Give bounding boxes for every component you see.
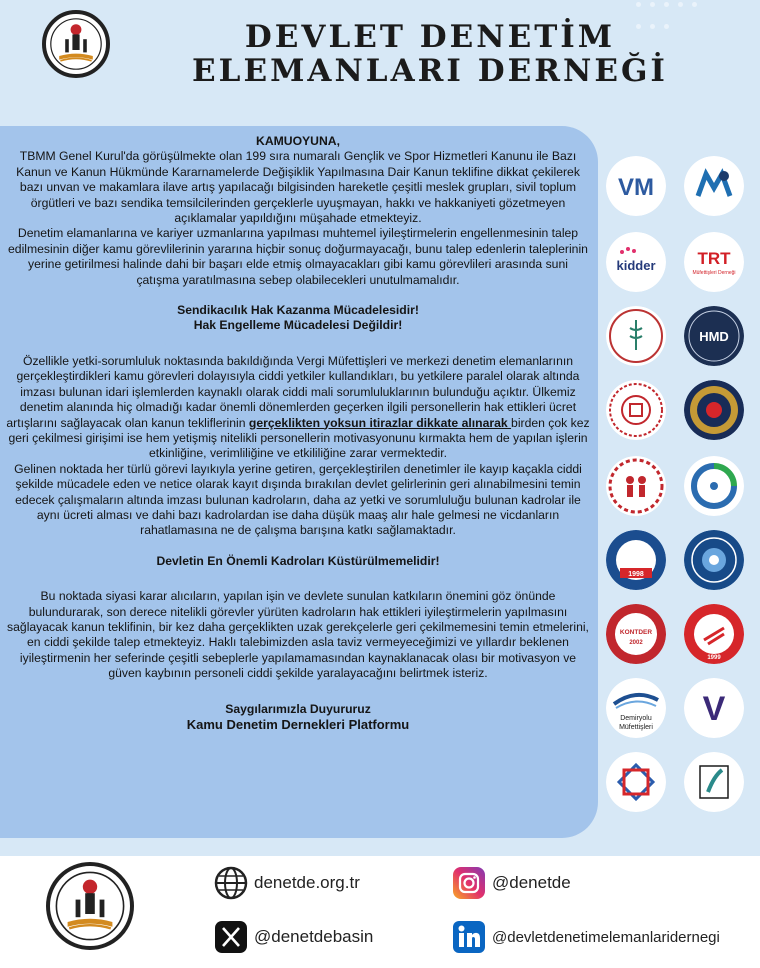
instagram-link[interactable]	[452, 866, 571, 900]
paragraph-2: Denetim elamanlarına ve kariyer uzmanlarına yapılması muhtemel iyileştirmelerin engellenmesinin talep edilmesinin diğer kamu görevlilerinin yararına hiçbir sonuç doğurmayacağı, bunu talep edenlerin taleplerinin yerine getirilmesi halinde dahi bir başarı elde etmiş olmayacakları gibi kamu görevlileri arasında suni çatışma yaratılmasına sebep olabilecekleri unutulmamalıdır.	[8, 226, 588, 287]
paragraph-4: Gelinen noktada her türlü görevi layıkıyla yerine getiren, gerçekleştirilen denetimler ile kayıp kaçakla ciddi şekilde mücadele eden ve netice olarak kayıt dışında bırakılan devlet gelirlerinin geri alınabilmesini temin edecek çalışmaların altında imzası bulunan kadroların, daha az yetki ve sorumluluğu bulunan kadrolar ile aynı ücreti alması ve dahi bazı kadrolardan ise daha düşük maaş alır hale gelmesi ne vicdanların rahatlamasına ne de çalışma barışına katkı sağlamaktadır.	[14, 461, 582, 538]
paragraph-3-underlined: gerçeklikten yoksun itirazlar dikkate alınarak	[248, 415, 512, 430]
year-2002-text: 2002	[629, 640, 643, 646]
title-line-2: ELEMANLARI DERNEĞİ	[192, 53, 668, 89]
trt-sub-text: Müfettişleri Derneği	[692, 270, 736, 276]
partner-logo-1998	[606, 530, 666, 590]
linkedin-icon	[452, 920, 486, 954]
instagram-icon	[452, 866, 486, 900]
year-1999-text: 1999	[707, 655, 721, 661]
year-1998-text: 1998	[628, 571, 644, 578]
linkedin-text: @devletdenetimelemanlaridernegi	[492, 928, 720, 946]
slogan-1: Sendikacılık Hak Kazanma Mücadelesidir!	[177, 303, 419, 318]
partner-logo-knot	[606, 752, 666, 812]
association-logo	[42, 10, 110, 78]
kontder-text: KONTDER	[619, 629, 653, 636]
partner-logo-trt	[684, 232, 744, 292]
demiryolu-text: Demiryolu	[620, 715, 652, 722]
linkedin-link[interactable]	[452, 920, 720, 954]
partner-logo-kontder	[606, 604, 666, 664]
partner-logo-ring	[684, 456, 744, 516]
paragraph-3-a: Özellikle yetki-sorumluluk noktasında bakıldığında Vergi Müfettişleri ve merkezi denetim elemanlarının gerçekleştirdikleri kamu görevleri dolayısıyla ciddi yetkiler kullandıkları, bu yetkilere paralel olarak altında imzası bulunan idari işlemlerden kaynaklı olarak ciddi mali sorumluluklarının bulunduğu açıktır. Ülkemiz denetim alanında hiç olmadığı kadar önemli dönemlerden geçerken ilgili personellerin hak ettikleri ücret artışlarını sağlayacak olan kanun tekliflerinin	[6, 353, 580, 430]
slogan-3: Devletin En Önemli Kadroları Küstürülmemelidir!	[156, 553, 440, 568]
partner-logo-feather	[684, 752, 744, 812]
x-icon	[214, 920, 248, 954]
website-text: denetde.org.tr	[254, 873, 360, 892]
title-line-1: DEVLET DENETİM	[244, 19, 616, 55]
paragraph-3	[6, 354, 590, 462]
trt-text: TRT	[697, 249, 731, 268]
partner-logo-mm	[684, 156, 744, 216]
partner-logo-1999	[684, 604, 744, 664]
globe-icon	[214, 866, 248, 900]
partner-logo-seal-red	[606, 380, 666, 440]
x-link[interactable]	[214, 920, 373, 954]
hmd-text: HMD	[699, 329, 729, 344]
partner-logo-health	[606, 306, 666, 366]
page-title	[140, 20, 720, 88]
partner-logo-vm	[606, 156, 666, 216]
paragraph-1: TBMM Genel Kurul'da görüşülmekte olan 199 sıra numaralı Gençlik ve Spor Hizmetleri Kanunu ile Bazı Kanun ve Kanun Hükmünde Kararnamelerde Değişiklik Yapılmasına Dair Kanun teklifine dikkat çekilerek bazı unvan ve makamlara ilave artış yapılacağı bilgisinden hareketle çeşitli meslek grupları, sivil toplum örgütleri ve bazı sendika temsilcilerinden gerçeklerle uyuşmayan, hakkı ve hakkaniyeti gözetmeyen açıklamalar yapıldığını müşahade etmekteyiz.	[16, 149, 580, 226]
partner-logo-blue-seal	[684, 530, 744, 590]
slogan-2: Hak Engelleme Mücadelesi Değildir!	[193, 318, 403, 333]
partner-logo-family	[606, 456, 666, 516]
x-text: @denetdebasin	[254, 927, 374, 946]
statement-heading: KAMUOYUNA,	[256, 134, 340, 148]
partner-logo-demiryolu	[606, 678, 666, 738]
kidder-text: kidder	[616, 258, 656, 273]
website-link[interactable]	[214, 866, 360, 900]
paragraph-5: Bu noktada siyasi karar alıcıların, yapılan işin ve devlete sunulan katkıların önemini göz önünde bulundurarak, son derece nitelikli görevler yürüten kadroların hak ettikleri iyileştirmelerin yapılmasını sağlayacak kanun teklifinin, bir kez daha gerçeklikten uzak gerekçelerle geri çekilmemesini temin etmelerini, en ciddi şekilde talep etmekteyiz. Haklı talebimizden asla taviz vermeyeceğimizi ve yıllardır beklenen iyileştirmenin her seferinde çeşitli sebeplerle yapılamamasından kaynaklanacak olası bir motivasyon ve güven kaybının personeli ciddi şekilde yaralayacağını belirtmek isteriz.	[7, 589, 589, 681]
vm-text: VM	[618, 174, 654, 201]
partner-logo-kidder	[606, 232, 666, 292]
instagram-text: @denetde	[492, 873, 571, 892]
statement-text	[6, 134, 590, 732]
paragraph-3-b: birden çok kez geri çekilmesi girişimi ise hem yetişmiş nitelikli personellerin motivasyonunu kırmakta hem de yapılan işlerin etkinliğine, verimliliğine ve etkililiğine zarar vermektedir.	[8, 415, 590, 461]
closing-text: Saygılarımızla Duyururuz	[225, 701, 371, 716]
partner-logo-v	[684, 678, 744, 738]
partner-logo-hmd	[684, 306, 744, 366]
partner-logo-seal-navy	[684, 380, 744, 440]
signature: Kamu Denetim Dernekleri Platformu	[186, 717, 410, 732]
v-letter: V	[702, 690, 726, 728]
mufettisleri-text: Müfettişleri	[619, 724, 653, 731]
association-logo-footer	[46, 862, 134, 950]
